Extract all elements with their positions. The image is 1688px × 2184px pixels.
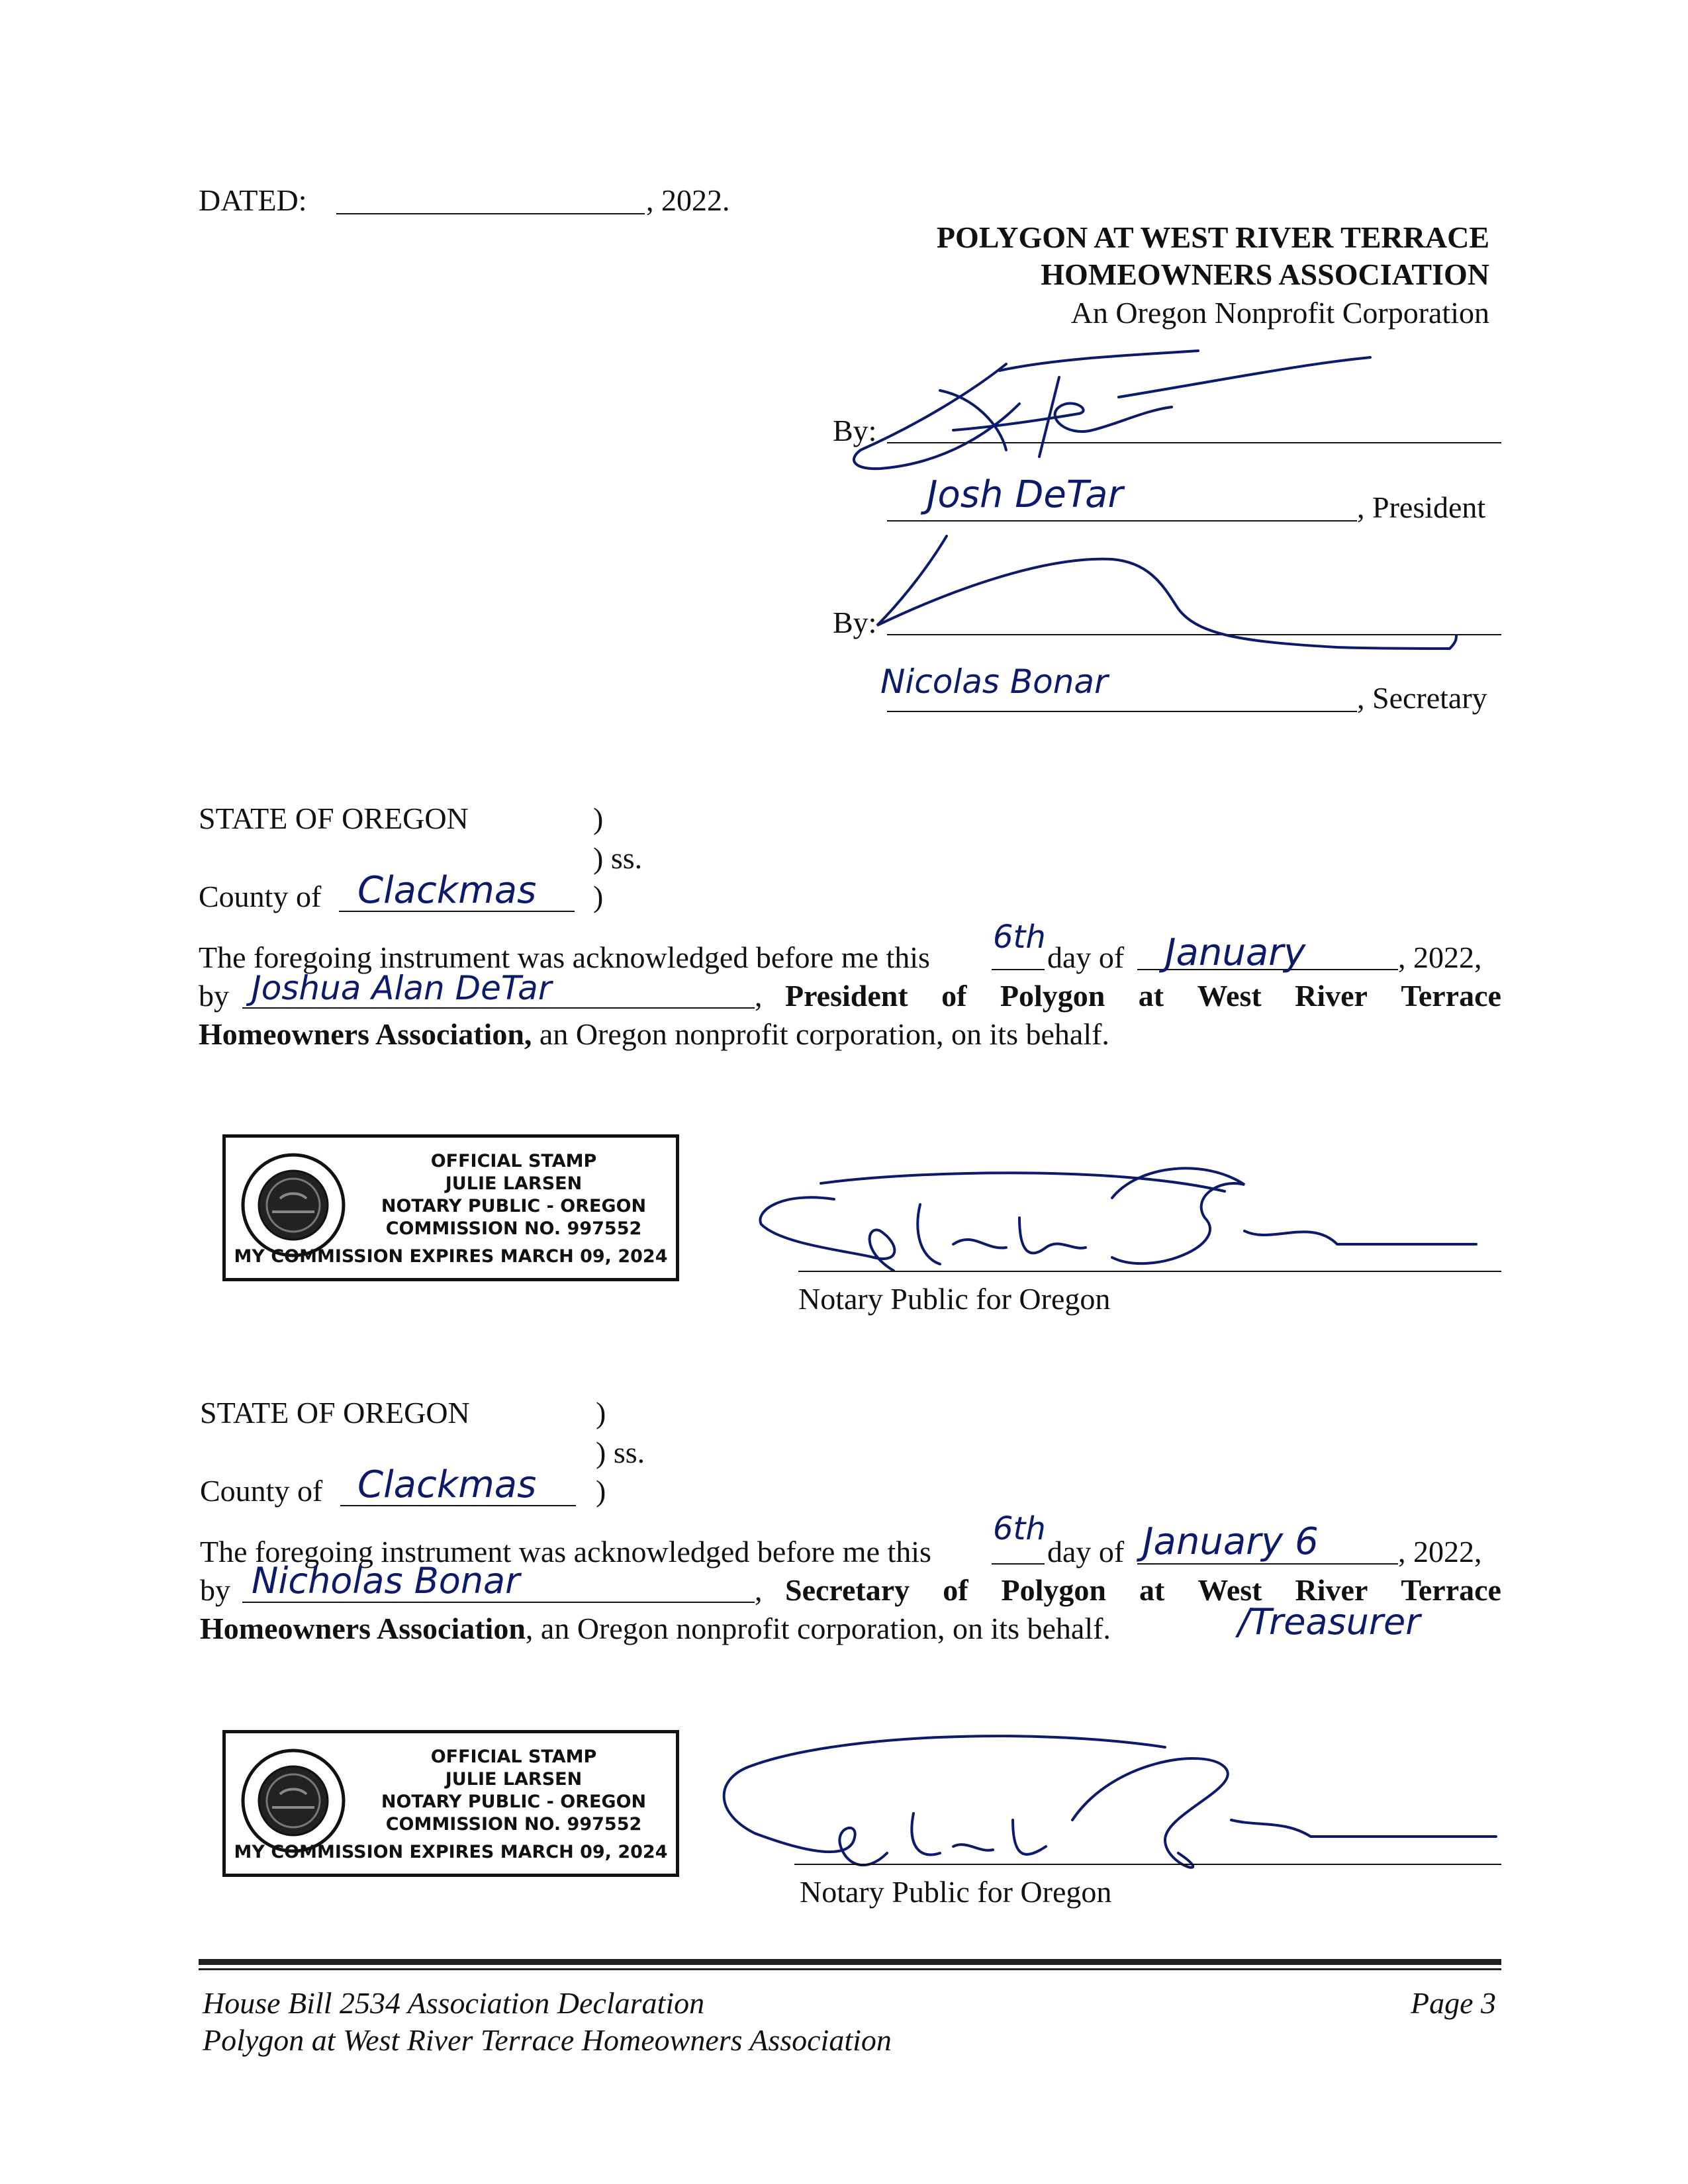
ack2-assoc-line [200, 1614, 1111, 1644]
stamp-1-line1: OFFICIAL STAMP [430, 1151, 597, 1171]
ack1-county-paren: ) [593, 880, 604, 913]
ack1-month-value: January [1165, 931, 1306, 974]
dated-label: DATED: [199, 183, 307, 217]
ack2-assoc: Homeowners Association [200, 1612, 526, 1645]
ack1-assoc-line [199, 1019, 1109, 1050]
ack2-signer-line [242, 1602, 755, 1603]
ack1-role-word: River [1295, 979, 1368, 1013]
secretary-handwritten-name: Nicolas Bonar [880, 662, 1108, 701]
notary-label-1: Notary Public for Oregon [798, 1282, 1111, 1316]
stamp-2-line2: JULIE LARSEN [445, 1769, 583, 1790]
secretary-by-label: By: [833, 606, 877, 639]
footer-rule-thin [199, 1968, 1501, 1970]
notary-stamp-1 [222, 1134, 679, 1281]
ack1-day-value: 6th [993, 919, 1046, 956]
ack1-role-word: West [1197, 979, 1262, 1013]
ack2-tail: , an Oregon nonprofit corporation, on its behalf. [525, 1612, 1111, 1645]
ack2-role-word: Secretary [785, 1573, 910, 1607]
ack1-role-row [785, 981, 1501, 1011]
oregon-seal-icon [240, 1152, 346, 1258]
ack2-county-paren: ) [596, 1474, 606, 1508]
stamp-2-line4: COMMISSION NO. 997552 [385, 1814, 642, 1835]
president-signature [841, 351, 1370, 483]
notary-signature-1 [741, 1152, 1483, 1284]
ack2-day-line [992, 1563, 1045, 1565]
ack2-role-word: at [1139, 1573, 1165, 1607]
ack1-by: by [199, 979, 229, 1013]
footer-left-line1: House Bill 2534 Association Declaration [203, 1986, 705, 2020]
ack2-paren-1: ) [596, 1396, 606, 1430]
ack2-state: STATE OF OREGON [200, 1396, 470, 1430]
footer-rule-thick [199, 1959, 1501, 1965]
ack2-by: by [200, 1573, 230, 1607]
ack1-text-pre: The foregoing instrument was acknowledged before me this [199, 940, 930, 974]
association-name-line1: POLYGON AT WEST RIVER TERRACE [936, 220, 1489, 254]
ack1-day-of: day of [1047, 940, 1125, 974]
ack2-signer-value: Nicholas Bonar [252, 1560, 520, 1602]
ack2-day-value: 6th [993, 1510, 1046, 1547]
dated-year: , 2022. [646, 183, 730, 217]
ack1-role-word: President [785, 979, 908, 1013]
ack2-role-word: Polygon [1001, 1573, 1107, 1607]
ack2-role-word: River [1295, 1573, 1368, 1607]
stamp-1-line4: COMMISSION NO. 997552 [385, 1218, 642, 1239]
stamp-2-line5: MY COMMISSION EXPIRES MARCH 09, 2024 [234, 1842, 668, 1862]
ack2-handwritten-treasurer: /Treasurer [1238, 1601, 1421, 1643]
stamp-1-line5: MY COMMISSION EXPIRES MARCH 09, 2024 [234, 1246, 668, 1267]
notary-signature-2 [702, 1721, 1496, 1893]
ack1-state: STATE OF OREGON [199, 801, 469, 835]
ack1-county-value: Clackmas [357, 869, 537, 912]
ack1-signer-value: Joshua Alan DeTar [252, 969, 552, 1007]
ack1-ss: ) ss. [593, 841, 643, 875]
ack2-role-word: Terrace [1401, 1573, 1501, 1607]
association-subtitle: An Oregon Nonprofit Corporation [1070, 296, 1489, 330]
ack1-paren-1: ) [593, 801, 604, 835]
notary-signature-line-1 [798, 1271, 1501, 1272]
ack2-month-line [1137, 1563, 1398, 1565]
ack2-year: , 2022, [1398, 1535, 1482, 1569]
president-handwritten-name: Josh DeTar [927, 473, 1123, 516]
ack1-signer-line [242, 1007, 755, 1009]
association-name-line2: HOMEOWNERS ASSOCIATION [1041, 257, 1489, 291]
stamp-2-line1: OFFICIAL STAMP [430, 1747, 597, 1767]
stamp-2-line3: NOTARY PUBLIC - OREGON [381, 1792, 647, 1812]
dated-blank-line [336, 213, 645, 214]
notary-label-2: Notary Public for Oregon [800, 1875, 1112, 1909]
ack2-county-value: Clackmas [357, 1463, 537, 1506]
ack1-assoc: Homeowners Association, [199, 1017, 532, 1051]
ack2-role-word: West [1197, 1573, 1262, 1607]
secretary-title: , Secretary [1357, 681, 1487, 715]
footer-page-number: Page 3 [1410, 1986, 1496, 2020]
ack1-role-word: of [941, 979, 967, 1013]
ack2-day-of: day of [1047, 1535, 1125, 1569]
ack2-role-comma: , [755, 1573, 763, 1607]
ack1-tail: an Oregon nonprofit corporation, on its behalf. [532, 1017, 1109, 1051]
ack1-county-label: County of [199, 880, 322, 913]
footer-left-line2: Polygon at West River Terrace Homeowners Association [203, 2023, 892, 2057]
ack2-county-label: County of [200, 1474, 323, 1508]
ack1-role-word: at [1138, 979, 1164, 1013]
ack2-role-word: of [943, 1573, 968, 1607]
president-name-line [887, 520, 1357, 522]
stamp-1-line3: NOTARY PUBLIC - OREGON [381, 1196, 647, 1216]
ack1-role-word: Terrace [1401, 979, 1501, 1013]
oregon-seal-icon [240, 1748, 346, 1854]
president-by-label: By: [833, 414, 877, 447]
secretary-signature [874, 529, 1470, 662]
ack2-ss: ) ss. [596, 1435, 645, 1469]
secretary-name-line [887, 711, 1357, 712]
ack2-month-value: January 6 [1143, 1520, 1319, 1563]
ack2-text-pre: The foregoing instrument was acknowledged before me this [200, 1535, 931, 1569]
notary-stamp-2 [222, 1730, 679, 1877]
ack1-day-line [992, 969, 1045, 970]
ack1-role-comma: , [755, 979, 763, 1013]
ack1-year: , 2022, [1398, 940, 1482, 974]
president-title: , President [1357, 490, 1486, 524]
stamp-1-line2: JULIE LARSEN [445, 1173, 583, 1194]
notary-signature-line-2 [794, 1864, 1501, 1865]
ack1-role-word: Polygon [1000, 979, 1105, 1013]
